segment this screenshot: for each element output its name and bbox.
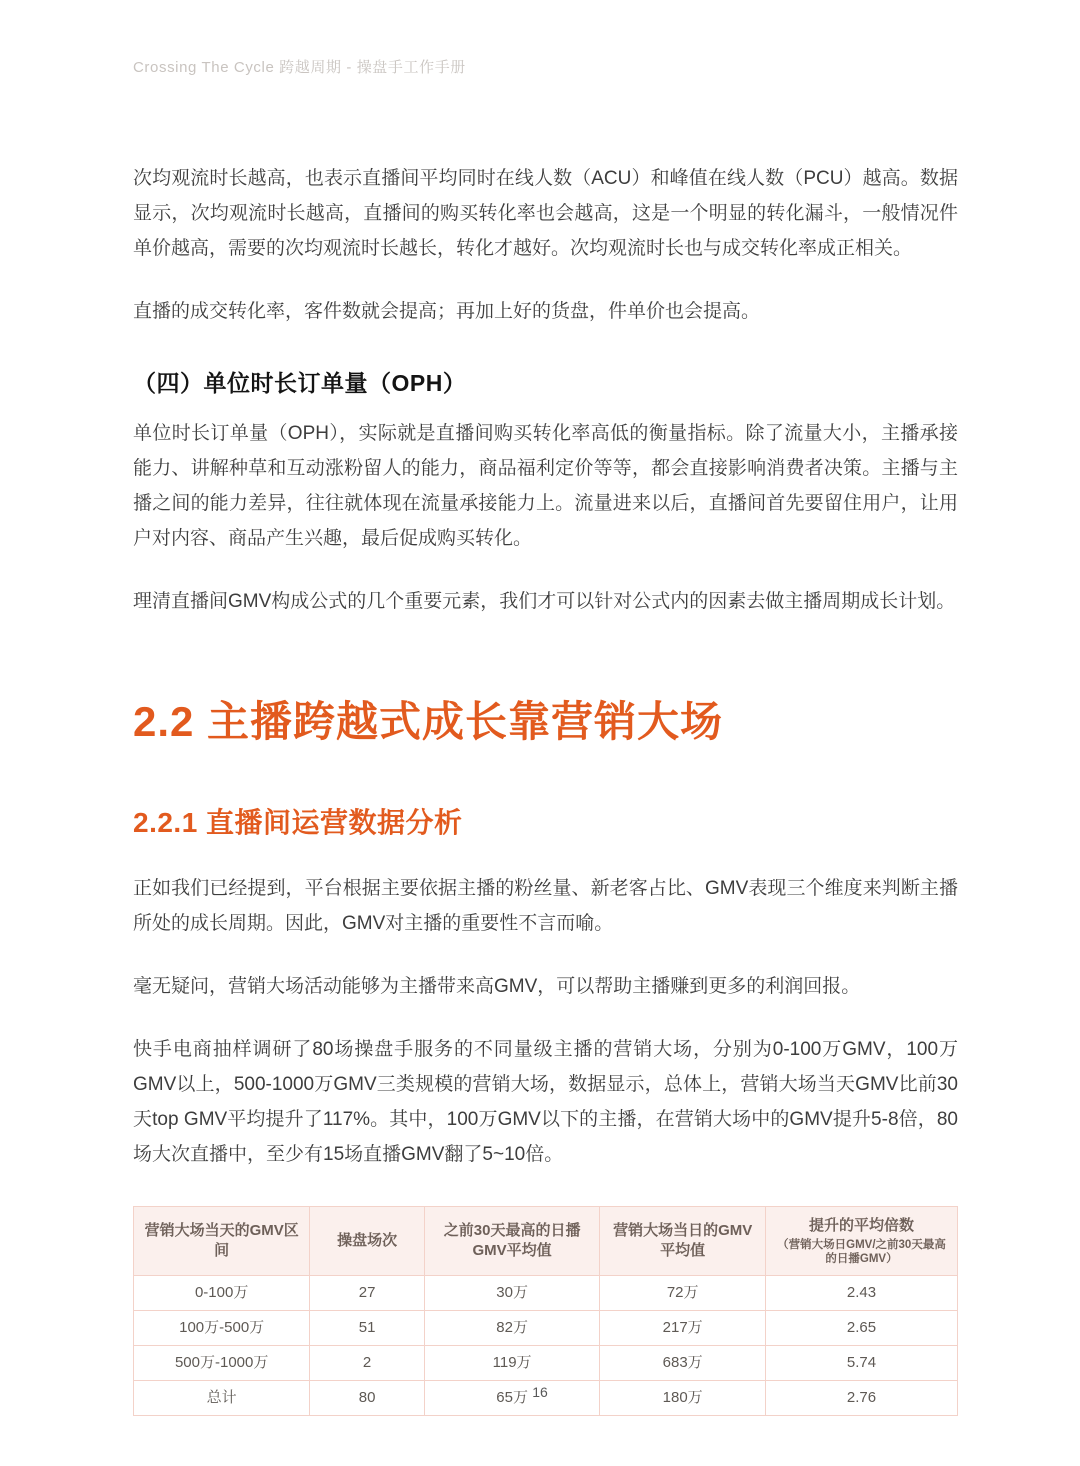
table-cell: 683万 [600,1346,766,1381]
section-heading-2-2: 2.2 主播跨越式成长靠营销大场 [133,698,724,745]
table-row [134,1276,958,1311]
table-header-lift-label: 营销大场当日的GMV平均值 [613,1222,753,1259]
table-header-day-avg [600,1207,766,1276]
heading-oph: （四）单位时长订单量（OPH） [133,370,467,396]
document-header: Crossing The Cycle 跨越周期 - 操盘手工作手册 [133,59,466,76]
table-cell: 72万 [600,1276,766,1311]
table-cell: 总计 [134,1381,310,1416]
table-cell: 27 [310,1276,425,1311]
table-cell: 2 [310,1346,425,1381]
table-cell: 2.76 [765,1381,957,1416]
table-header-lift-multiple [765,1207,957,1276]
subsection-heading-2-2-1: 2.2.1 直播间运营数据分析 [133,807,463,838]
table-cell: 2.65 [765,1311,957,1346]
paragraph-gmv-formula: 理清直播间GMV构成公式的几个重要元素，我们才可以针对公式内的因素去做主播周期成长计划。 [133,591,956,612]
table-cell: 30万 [424,1276,600,1311]
table-cell: 51 [310,1311,425,1346]
table-cell: 80 [310,1381,425,1416]
table-header-session-count: 操盘场次 [310,1207,425,1276]
table-cell: 500万-1000万 [134,1346,310,1381]
table-cell: 180万 [600,1381,766,1416]
table-cell: 119万 [424,1346,600,1381]
paragraph-acu-pcu: 次均观流时长越高，也表示直播间平均同时在线人数（ACU）和峰值在线人数（PCU）越高。数据显示，次均观流时长越高，直播间的购买转化率也会越高，这是一个明显的转化漏斗，一般情况件单价越高，需要的次均观流时长越长，转化才越好。次均观流时长也与成交转化率成正相关。 [133,168,958,259]
table-cell: 82万 [424,1311,600,1346]
table-cell: 65万 [424,1381,600,1416]
table-row [134,1311,958,1346]
table-header-row [134,1207,958,1276]
table-cell: 0-100万 [134,1276,310,1311]
table-cell: 100万-500万 [134,1311,310,1346]
table-header-gmv-range: 营销大场当天的GMV区间 [134,1207,310,1276]
paragraph-survey-data: 快手电商抽样调研了80场操盘手服务的不同量级主播的营销大场，分别为0-100万GMV，100万GMV以上，500-1000万GMV三类规模的营销大场，数据显示，总体上，营销大场当天GMV比前30天top GMV平均提升了117%。其中，100万GMV以下的主播，在营销大场中的GMV提升5-8倍，80场大次直播中，至少有15场直播GMV翻了5~10倍。 [133,1039,958,1165]
paragraph-conversion: 直播的成交转化率，客件数就会提高；再加上好的货盘，件单价也会提高。 [133,301,761,322]
table-row [134,1346,958,1381]
page-number: 16 [532,1384,548,1400]
table-cell: 5.74 [765,1346,957,1381]
table-header-lift-title: 提升的平均倍数 [808,1217,914,1234]
paragraph-marketing-gmv: 毫无疑问，营销大场活动能够为主播带来高GMV，可以帮助主播赚到更多的利润回报。 [133,976,861,997]
table-header-prev30-avg: 之前30天最高的日播GMV平均值 [424,1207,600,1276]
table-header-lift-note: （营销大场日GMV/之前30天最高的日播GMV） [777,1239,946,1265]
paragraph-growth-cycle: 正如我们已经提到，平台根据主要依据主播的粉丝量、新老客占比、GMV表现三个维度来判断主播所处的成长周期。因此，GMV对主播的重要性不言而喻。 [133,878,958,934]
table-cell: 217万 [600,1311,766,1346]
table-cell: 2.43 [765,1276,957,1311]
paragraph-oph-detail: 单位时长订单量（OPH），实际就是直播间购买转化率高低的衡量指标。除了流量大小，主播承接能力、讲解种草和互动涨粉留人的能力，商品福利定价等等，都会直接影响消费者决策。主播与主播之间的能力差异，往往就体现在流量承接能力上。流量进来以后，直播间首先要留住用户，让用户对内容、商品产生兴趣，最后促成购买转化。 [133,423,958,549]
